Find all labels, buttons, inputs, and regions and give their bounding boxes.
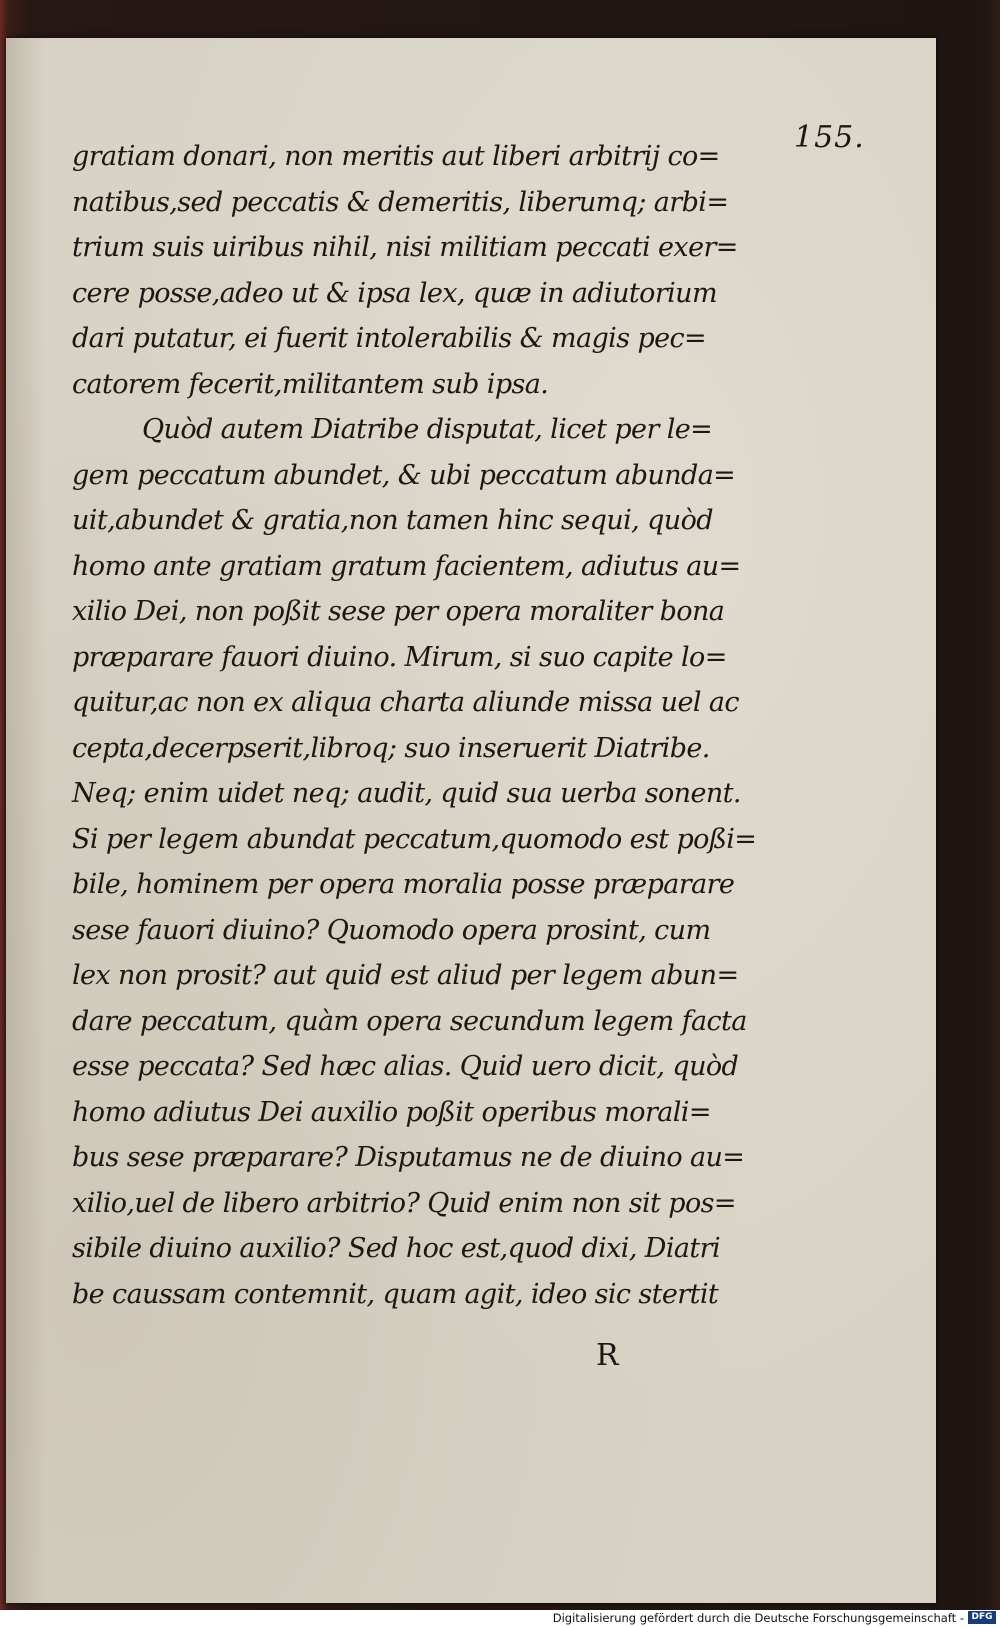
text-line: bile, hominem per opera moralia posse præparare — [72, 869, 735, 900]
text-line: natibus,sed peccatis & demeritis, liberumq; arbi= — [72, 186, 729, 218]
text-line: sese fauori diuino? Quomodo opera prosint, cum — [72, 914, 711, 946]
funding-credit: Digitalisierung gefördert durch die Deutsche Forschungsgemeinschaft - — [552, 1611, 964, 1625]
text-line: homo ante gratiam gratum facientem, adiutus au= — [72, 550, 741, 582]
text-line: lex non prosit? aut quid est aliud per legem abun= — [72, 960, 739, 991]
text-line: Quòd autem Diatribe disputat, licet per le= — [142, 414, 713, 445]
text-line: catorem fecerit,militantem sub ipsa. — [72, 368, 549, 400]
text-line: gem peccatum abundet, & ubi peccatum abunda= — [72, 459, 736, 491]
text-line: Si per legem abundat peccatum,quomodo est poßi= — [72, 823, 757, 855]
text-line: cepta,decerpserit,libroq; suo inseruerit Diatribe. — [72, 732, 710, 764]
text-line: uit,abundet & gratia,non tamen hinc sequi, quòd — [72, 505, 713, 536]
text-line: xilio,uel de libero arbitrio? Quid enim non sit pos= — [72, 1187, 736, 1219]
signature-mark: R — [596, 1338, 619, 1373]
dfg-logo-icon: DFG — [968, 1611, 996, 1624]
text-line: dare peccatum, quàm opera secundum legem facta — [72, 1005, 747, 1037]
text-line: bus sese præparare? Disputamus ne de diuino au= — [72, 1142, 745, 1173]
text-line: cere posse,adeo ut & ipsa lex, quæ in adiutorium — [72, 277, 717, 309]
text-line: præparare fauori diuino. Mirum, si suo capite lo= — [72, 641, 727, 673]
book-page — [6, 38, 936, 1603]
text-line: trium suis uiribus nihil, nisi militiam peccati exer= — [72, 232, 738, 263]
text-line: quitur,ac non ex aliqua charta aliunde missa uel ac — [72, 687, 739, 718]
text-line: homo adiutus Dei auxilio poßit operibus morali= — [72, 1096, 711, 1128]
text-line: xilio Dei, non poßit sese per opera moraliter bona — [72, 596, 725, 627]
text-line: be caussam contemnit, quam agit, ideo sic stertit — [72, 1278, 719, 1310]
text-line: gratiam donari, non meritis aut liberi arbitrij co= — [72, 141, 720, 172]
text-line: Neq; enim uidet neq; audit, quid sua uerba sonent. — [72, 778, 741, 809]
text-line: esse peccata? Sed hæc alias. Quid uero dicit, quòd — [72, 1051, 739, 1082]
text-line: dari putatur, ei fuerit intolerabilis & magis pec= — [72, 323, 707, 354]
text-line: sibile diuino auxilio? Sed hoc est,quod dixi, Diatri — [72, 1233, 720, 1264]
page-number: 155. — [794, 120, 865, 155]
text-block — [72, 134, 772, 1317]
